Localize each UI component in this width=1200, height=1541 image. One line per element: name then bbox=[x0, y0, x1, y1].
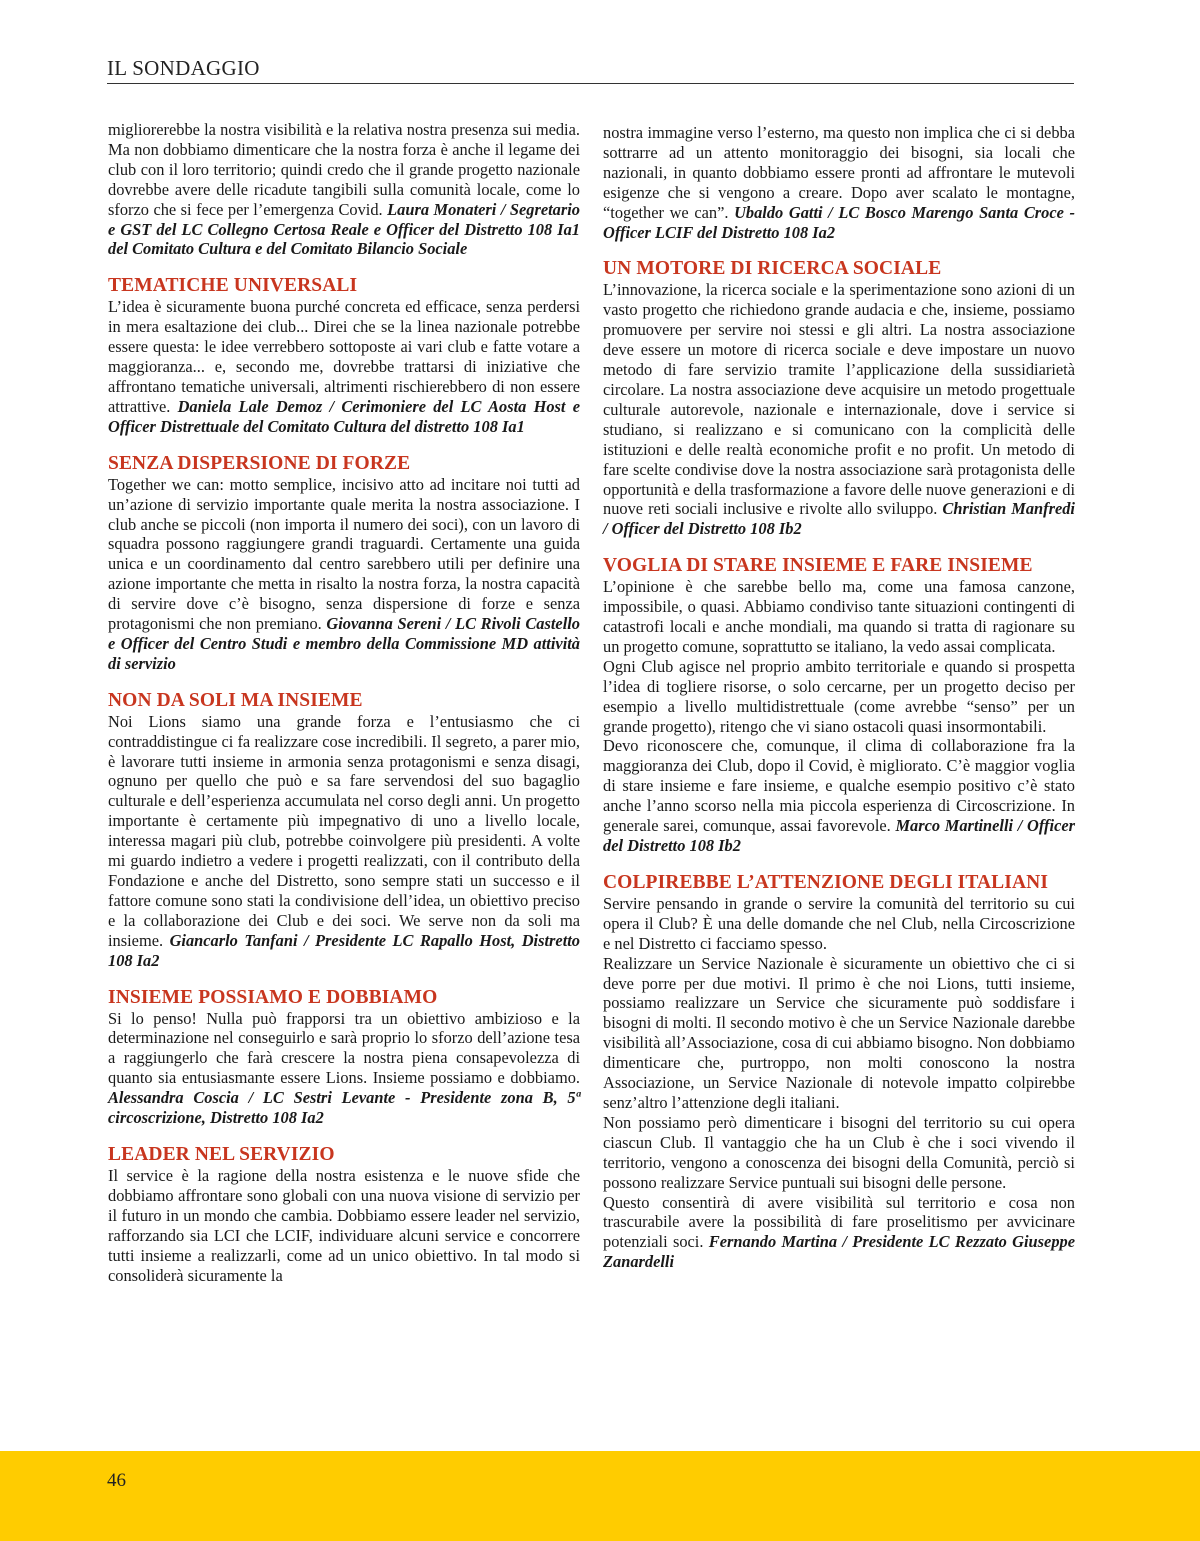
author-signature: Fernando Martina / Presidente LC Rezzato Giuseppe Zanardelli bbox=[603, 1232, 1075, 1272]
section-heading: SENZA DISPERSIONE DI FORZE bbox=[108, 452, 411, 474]
article-section bbox=[603, 872, 1075, 1272]
author-signature: Ubaldo Gatti / LC Bosco Marengo Santa Croce - Officer LCIF del Distretto 108 Ia2 bbox=[603, 202, 1076, 242]
article-section bbox=[603, 258, 1075, 539]
section-heading: NON DA SOLI MA INSIEME bbox=[108, 689, 363, 711]
section-heading: COLPIREBBE L’ATTENZIONE DEGLI ITALIANI bbox=[603, 871, 1049, 893]
article-paragraph: Questo consentirà di avere visibilità sul territorio e cosa non trascurabile avere la possibilità di fare proselitismo per avvicinare potenziali soci. Fernando Martina / Presidente LC Rezzato Giuseppe Zanardelli bbox=[603, 1192, 1075, 1272]
header-divider bbox=[107, 83, 1074, 84]
author-signature: Alessandra Coscia / LC Sestri Levante - Presidente zona B, 5ª circoscrizione, Distretto 108 Ia2 bbox=[108, 1088, 580, 1128]
section-heading: LEADER NEL SERVIZIO bbox=[108, 1143, 335, 1165]
section-heading: TEMATICHE UNIVERSALI bbox=[108, 275, 358, 297]
article-paragraph: Ogni Club agisce nel proprio ambito territoriale e quando si prospetta l’idea di togliere risorse, o solo cercarne, per un progetto deciso per esempio a livello multidistrettuale (come avrebbe “senso” per un grande progetto), ritengo che vi siano ostacoli quasi insormontabili. bbox=[603, 656, 1075, 736]
article-paragraph: Together we can: motto semplice, incisivo atto ad incitare noi tutti ad un’azione di servizio importante quale merita la nostra associazione. I club anche se piccoli (non importa il numero dei soci), con un lavoro di squadra possono raggiungere grandi traguardi. Certamente una guida unica e un coordinamento dal centro sarebbero utili per definire una azione importante che metta in risalto la nostra forza, la nostra capacità di servire dove c’è bisogno, senza dispersione di forze e senza protagonismi che non premiano. Giovanna Sereni / LC Rivoli Castello e Officer del Centro Studi e membro della Commissione MD attività di servizio bbox=[108, 474, 580, 673]
article-paragraph: L’idea è sicuramente buona purché concreta ed efficace, senza perdersi in mera esaltazione dei club... Direi che se la linea nazionale potrebbe essere questa: le idee verrebbero sottoposte ai vari club e fatte votare a maggioranza... e, secondo me, dovrebbe trattarsi di iniziative che affrontano tematiche universali, altrimenti rischierebbero di non essere attrattive. Daniela Lale Demoz / Cerimoniere del LC Aosta Host e Officer Distrettuale del Comitato Cultura del distretto 108 Ia1 bbox=[108, 297, 580, 436]
footer-band bbox=[0, 1451, 1200, 1541]
author-signature: Daniela Lale Demoz / Cerimoniere del LC Aosta Host e Officer Distrettuale del Comitato Cultura del distretto 108 Ia1 bbox=[108, 396, 580, 436]
article-intro-left bbox=[108, 120, 580, 259]
author-signature: Laura Monateri / Segretario e GST del LC Collegno Certosa Reale e Officer del Distretto 108 Ia1 del Comitato Cultura e del Comitato Bilancio Sociale bbox=[108, 199, 580, 259]
article-paragraph: Non possiamo però dimenticare i bisogni del territorio su cui opera ciascun Club. Il vantaggio che ha un Club è che i soci vivendo il territorio, vengono a conoscenza dei bisogni della Comunità, perciò si possono realizzare Service puntuali sui bisogni delle persone. bbox=[603, 1112, 1075, 1192]
left-column bbox=[108, 120, 580, 1285]
author-signature: Christian Manfredi / Officer del Distretto 108 Ib2 bbox=[603, 499, 1075, 539]
article-paragraph: Il service è la ragione della nostra esistenza e le nuove sfide che dobbiamo affrontare sono globali con una nuova visione di servizio per il futuro in un mondo che cambia. Dobbiamo essere leader nel servizio, rafforzando sia LCI che LCIF, individuare alcuni service e concorrere tutti insieme a realizzarli, come ad un unico obiettivo. In tal modo si consoliderà sicuramente la bbox=[108, 1165, 580, 1285]
article-paragraph: Realizzare un Service Nazionale è sicuramente un obiettivo che ci si deve porre per due motivi. Il primo è che noi Lions, tutti insieme, possiamo realizzare un Service che sicuramente può soddisfare i bisogni di molti. Il secondo motivo è che un Service Nazionale darebbe visibilità all’Associazione, cosa di cui abbiamo bisogno. Non dobbiamo dimenticare che, purtroppo, non molti conoscono la nostra Associazione, un Service Nazionale di notevole impatto colpirebbe senz’altro l’attenzione degli italiani. bbox=[603, 953, 1075, 1112]
author-signature: Marco Martinelli / Officer del Distretto 108 Ib2 bbox=[603, 816, 1075, 855]
article-paragraph: Noi Lions siamo una grande forza e l’entusiasmo che ci contraddistingue ci fa realizzare cose incredibili. Il segreto, a parer mio, è lavorare tutti insieme in armonia senza protagonismi e senza disagi, ognuno per quello che può e sa fare servendosi del suo bagaglio culturale e dell’esperienza accumulata nel corso degli anni. Un progetto importante è certamente più impegnativo di uno a livello locale, interessa magari più club, potrebbe coinvolgere più presidenti. A volte mi guardo indietro a vedere i progetti realizzati, con il contributo della Fondazione e anche del Distretto, sono sempre stati un successo e il fattore comune sono stati la condivisione dell’idea, un obiettivo preciso e la collaborazione dei Club e dei soci. We serve non da soli ma insieme. Giancarlo Tanfani / Presidente LC Rapallo Host, Distretto 108 Ia2 bbox=[108, 711, 580, 970]
section-heading: VOGLIA DI STARE INSIEME E FARE INSIEME bbox=[603, 555, 1033, 577]
section-title: IL SONDAGGIO bbox=[107, 56, 260, 80]
article-section bbox=[108, 453, 580, 674]
article-paragraph: Si lo penso! Nulla può frapporsi tra un obiettivo ambizioso e la determinazione nel conseguirlo e sarà proprio lo sforzo dell’azione tesa a raggiungerlo che farà crescere la nostra piena consapevolezza di quanto sia entusiasmante essere Lions. Insieme possiamo e dobbiamo. Alessandra Coscia / LC Sestri Levante - Presidente zona B, 5ª circoscrizione, Distretto 108 Ia2 bbox=[108, 1008, 580, 1128]
right-column bbox=[603, 123, 1075, 1272]
article-section bbox=[603, 555, 1075, 856]
article-section bbox=[108, 987, 580, 1128]
section-heading: UN MOTORE DI RICERCA SOCIALE bbox=[603, 258, 942, 280]
section-heading: INSIEME POSSIAMO E DOBBIAMO bbox=[108, 986, 438, 1008]
article-paragraph: nostra immagine verso l’esterno, ma questo non implica che ci si debba sottrarre ad un attento monitoraggio dei bisogni, sia locali che nazionali, in quanto dobbiamo essere pronti ad affrontare le mutevoli esigenze che si vengono a creare. Dopo aver scalato le montagne, “together we can”. Ubaldo Gatti / LC Bosco Marengo Santa Croce - Officer LCIF del Distretto 108 Ia2 bbox=[603, 123, 1076, 242]
article-section bbox=[108, 275, 580, 436]
article-section bbox=[108, 1144, 580, 1285]
article-paragraph: L’innovazione, la ricerca sociale e la sperimentazione sono azioni di un vasto progetto che richiedono grande audacia e che, insieme, possiamo promuovere per servire noi stessi e gli altri. La nostra associazione deve essere un motore di ricerca sociale e deve impostare un nuovo metodo di fare servizio tramite l’applicazione della sussidiarietà circolare. La nostra associazione deve acquisire un metodo progettuale culturale autorevole, nazionale e internazionale, dove i service si studiano, si realizzano e si comunicano con la complicità delle istituzioni e delle realtà economiche profit e no profit. Un metodo di fare scelte condivise dove la nostra associazione sarà protagonista delle opportunità e della trasformazione a favore delle nuove generazioni e di nuove reti sociali inclusive e rivolte allo sviluppo. Christian Manfredi / Officer del Distretto 108 Ib2 bbox=[603, 280, 1075, 539]
article-section bbox=[108, 690, 580, 971]
author-signature: Giovanna Sereni / LC Rivoli Castello e Officer del Centro Studi e membro della Commissione MD attività di servizio bbox=[108, 614, 580, 673]
article-intro-right bbox=[603, 123, 1075, 242]
article-paragraph: L’opinione è che sarebbe bello ma, come una famosa canzone, impossibile, o quasi. Abbiamo condiviso tante situazioni contingenti di catastrofi locali e anche mondiali, ma quando si tratta di ragionare su un progetto comune, soprattutto se italiano, la vedo assai complicata. bbox=[603, 577, 1075, 656]
article-paragraph: migliorerebbe la nostra visibilità e la relativa nostra presenza sui media. Ma non dobbiamo dimenticare che la nostra forza è anche il legame dei club con il loro territorio; quindi credo che il grande progetto nazionale dovrebbe avere delle ricadute tangibili sulla comunità locale, come lo sforzo che si fece per l’emergenza Covid. Laura Monateri / Segretario e GST del LC Collegno Certosa Reale e Officer del Distretto 108 Ia1 del Comitato Cultura e del Comitato Bilancio Sociale bbox=[108, 120, 580, 259]
article-paragraph: Servire pensando in grande o servire la comunità del territorio su cui opera il Club? È una delle domande che nel Club, nella Circoscrizione e nel Distretto ci facciamo spesso. bbox=[603, 893, 1075, 953]
page-number: 46 bbox=[107, 1470, 126, 1491]
article-paragraph: Devo riconoscere che, comunque, il clima di collaborazione fra la maggioranza dei Club, dopo il Covid, è migliorato. C’è maggior voglia di stare insieme e fare insieme, e qualche esempio positivo c’è stato anche l’anno scorso nella mia piccola esperienza di Circoscrizione. In generale sarei, comunque, assai favorevole. Marco Martinelli / Officer del Distretto 108 Ib2 bbox=[603, 736, 1075, 855]
author-signature: Giancarlo Tanfani / Presidente LC Rapallo Host, Distretto 108 Ia2 bbox=[108, 930, 580, 970]
